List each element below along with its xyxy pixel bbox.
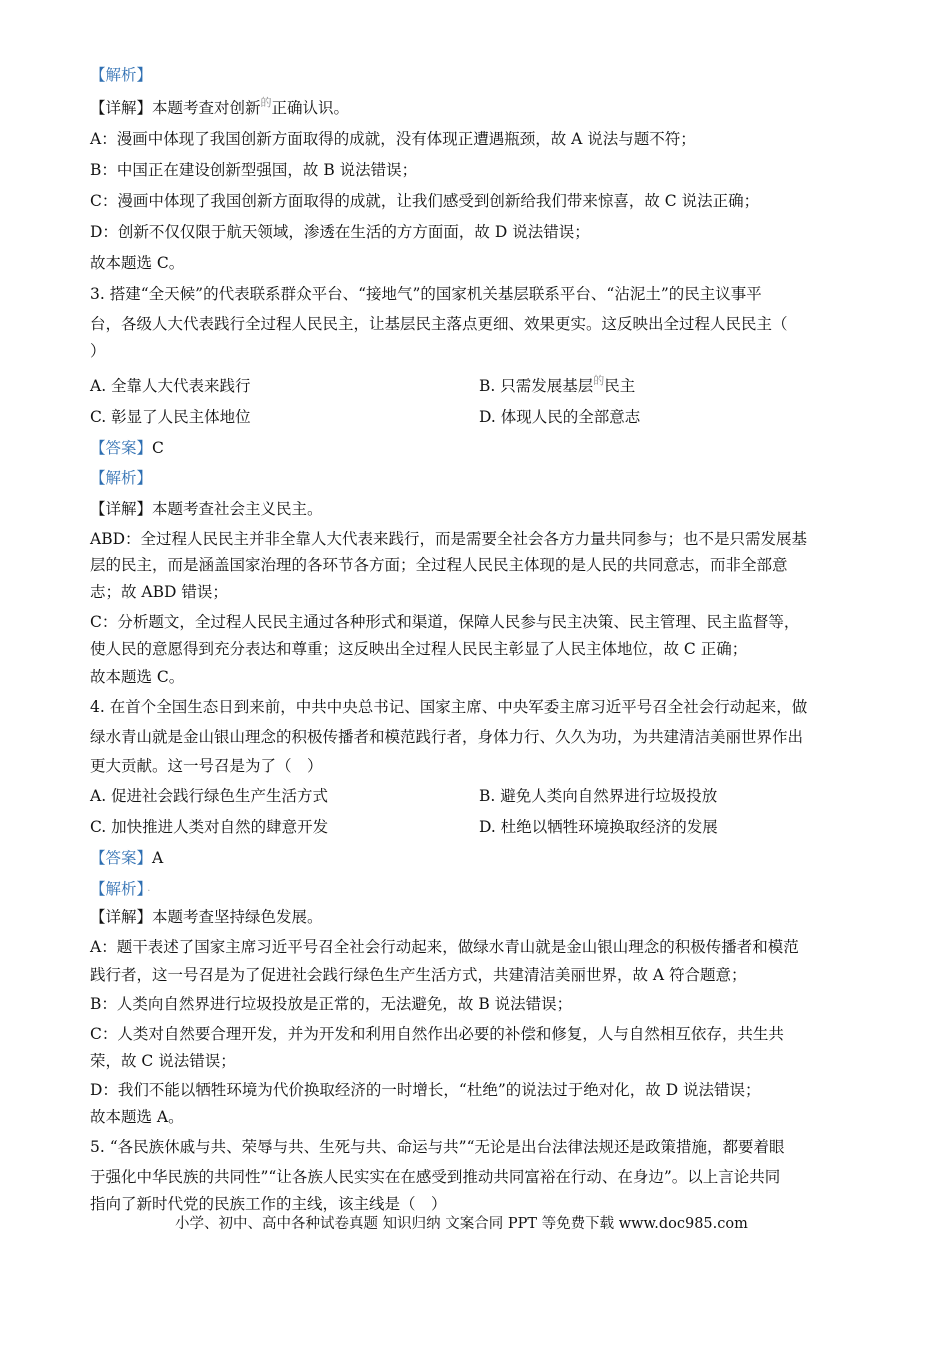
explanation-line: D：创新不仅仅限于航天领域，渗透在生活的方方面面，故 D 说法错误； [90, 223, 590, 241]
question-stem: 于强化中华民族的共同性”“让各族人民实实在在感受到推动共同富裕在行动、在身边”。以上言论共同 [90, 1168, 781, 1186]
question-stem: ） [90, 342, 106, 360]
question-stem: 5. “各民族休戚与共、荣辱与共、生死与共、命运与共”“无论是出台法律法规还是政策措施，都要着眼 [90, 1138, 785, 1156]
answer-value: A [152, 849, 164, 867]
answer-line [90, 848, 163, 868]
detail-line [90, 907, 323, 927]
conclusion-line: 故本题选 C。 [90, 668, 185, 686]
answer-tag: 【答案】 [90, 849, 153, 867]
analysis-line [90, 879, 150, 902]
detail-text: 正确认识。 [271, 99, 350, 117]
footer-banner: 小学、初中、高中各种试卷真题 知识归纳 文案合同 PPT 等免费下载 www.doc985.com [175, 1216, 748, 1232]
option-b: B. 避免人类向自然界进行垃圾投放 [479, 787, 718, 805]
option-a: A. 全靠人大代表来践行 [90, 377, 251, 395]
question-stem: 3. 搭建“全天候”的代表联系群众平台、“接地气”的国家机关基层联系平台、“沾泥土”的民主议事平 [90, 285, 762, 303]
explanation-line: 使人民的意愿得到充分表达和尊重；这反映出全过程人民民主彰显了人民主体地位，故 C 正确； [90, 640, 748, 658]
detail-tag: 【详解】 [90, 908, 153, 926]
option-d: D. 体现人民的全部意志 [479, 408, 641, 426]
analysis-tag: 【解析】 [90, 66, 153, 84]
explanation-line: 荣，故 C 说法错误； [90, 1052, 236, 1070]
explanation-line: C：漫画中体现了我国创新方面取得的成就，让我们感受到创新给我们带来惊喜，故 C 说法正确； [90, 192, 760, 210]
question-stem: 指向了新时代党的民族工作的主线，该主线是（ ） [90, 1195, 447, 1213]
question-stem: 4. 在首个全国生态日到来前，中共中央总书记、国家主席、中央军委主席习近平号召全社会行动起来，做 [90, 698, 808, 716]
question-stem: 台，各级人大代表践行全过程人民民主，让基层民主落点更细、效果更实。这反映出全过程人民民主（ [90, 315, 788, 333]
detail-tag: 【详解】 [90, 500, 153, 518]
explanation-line: B：中国正在建设创新型强国，故 B 说法错误； [90, 161, 418, 179]
detail-text: 本题考查社会主义民主。 [152, 500, 323, 518]
explanation-line: D：我们不能以牺牲环境为代价换取经济的一时增长，“杜绝”的说法过于绝对化，故 D 说法错误； [90, 1081, 761, 1099]
explanation-line: C：人类对自然要合理开发，并为开发和利用自然作出必要的补偿和修复，人与自然相互依存，共生共 [90, 1025, 784, 1043]
question-stem: 绿水青山就是金山银山理念的积极传播者和模范践行者，身体力行、久久为功，为共建清洁美丽世界作出 [90, 728, 804, 746]
analysis-tag: 【解析】 [90, 469, 153, 487]
option-b: B. 只需发展基层$^的$民主 [479, 374, 636, 395]
explanation-line: A：题干表述了国家主席习近平号召全社会行动起来，做绿水青山就是金山银山理念的积极传播者和模范 [90, 938, 799, 956]
detail-text: 本题考查对创新 [152, 99, 261, 117]
detail-tag: 【详解】 [90, 99, 153, 117]
detail-text: 本题考查坚持绿色发展。 [152, 908, 323, 926]
conclusion-line: 故本题选 A。 [90, 1108, 184, 1126]
option-c: C. 彰显了人民主体地位 [90, 408, 251, 426]
option-d: D. 杜绝以牺牲环境换取经济的发展 [479, 818, 718, 836]
answer-tag: 【答案】 [90, 439, 153, 457]
analysis-tag: 【解析】 [90, 880, 145, 898]
question-stem: 更大贡献。这一号召是为了（ ） [90, 757, 323, 775]
conclusion-line: 故本题选 C。 [90, 254, 185, 272]
detail-line [90, 98, 349, 120]
option-c: C. 加快推进人类对自然的肆意开发 [90, 818, 329, 836]
option-a: A. 促进社会践行绿色生产生活方式 [90, 787, 329, 805]
watermark-char: 的 [593, 374, 605, 387]
explanation-line: ABD：全过程人民民主并非全靠人大代表来践行，而是需要全社会各方力量共同参与；也不是只需发展基 [90, 530, 808, 548]
watermark-char: 的 [260, 96, 272, 109]
explanation-line: C：分析题文，全过程人民民主通过各种形式和渠道，保障人民参与民主决策、民主管理、民主监督等， [90, 613, 800, 631]
explanation-line: 层的民主，而是涵盖国家治理的各环节各方面；全过程人民民主体现的是人民的共同意志，而非全部意 [90, 556, 788, 574]
explanation-line: 践行者，这一号召是为了促进社会践行绿色生产生活方式，共建清洁美丽世界，故 A 符合题意； [90, 966, 747, 984]
explanation-line: A：漫画中体现了我国创新方面取得的成就，没有体现正遭遇瓶颈，故 A 说法与题不符； [90, 130, 696, 148]
explanation-line: B：人类向自然界进行垃圾投放是正常的，无法避免，故 B 说法错误； [90, 995, 573, 1013]
answer-value: C [152, 439, 164, 457]
explanation-line: 志；故 ABD 错误； [90, 583, 228, 601]
detail-line [90, 499, 323, 519]
dot-mark: · [147, 886, 151, 897]
answer-line [90, 438, 164, 458]
